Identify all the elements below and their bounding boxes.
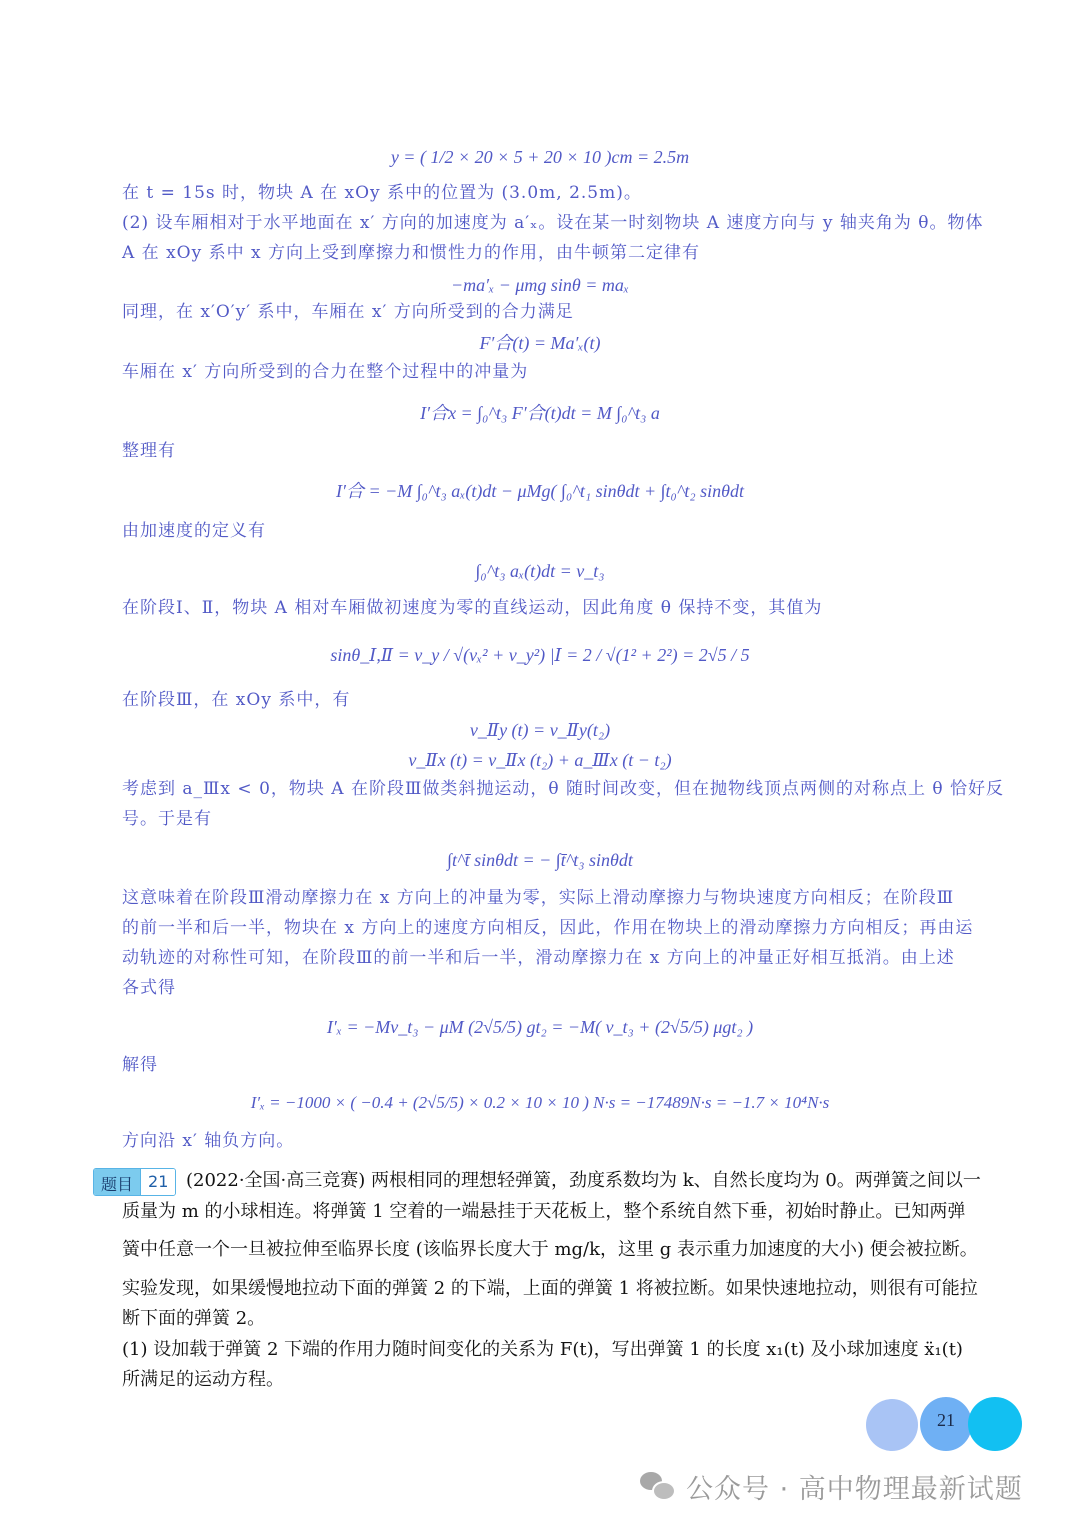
watermark-text: 公众号 · 高中物理最新试题: [686, 1473, 1023, 1505]
question-line: 断下面的弹簧 2。: [122, 1308, 266, 1329]
question-line: 实验发现，如果缓慢地拉动下面的弹簧 2 的下端，上面的弹簧 1 将被拉断。如果快速地拉动，则很有可能拉: [122, 1278, 978, 1299]
equation-result: I′ₓ = −1000 × ( −0.4 + (2√5/5) × 0.2 × 10 × 10 ) N·s = −17489N·s = −1.7 × 10⁴N·s: [250, 1093, 830, 1112]
solution-line: 整理有: [122, 441, 176, 461]
question-line: 簧中任意一个一旦被拉伸至临界长度 (该临界长度大于 mg/k，这里 g 表示重力加速度的大小) 便会被拉断。: [122, 1239, 978, 1260]
page-number: 21: [937, 1410, 955, 1430]
equation-symmetry: ∫t^t̄ sinθdt = − ∫t̄^t₃ sinθdt: [447, 850, 633, 870]
solution-line: 各式得: [122, 978, 176, 998]
solution-line: 在阶段Ⅲ，在 xOy 系中，有: [122, 690, 351, 710]
question-line: 质量为 m 的小球相连。将弹簧 1 空着的一端悬挂于天花板上，整个系统自然下垂，初始时静止。已知两弹: [122, 1201, 966, 1222]
equation-accdef: ∫₀^t₃ aₓ(t)dt = v_t₃: [475, 561, 605, 581]
watermark: [640, 1466, 1023, 1506]
question-tag: 题目: [94, 1169, 140, 1195]
solution-line: 在阶段Ⅰ、Ⅱ，物块 A 相对车厢做初速度为零的直线运动，因此角度 θ 保持不变，其值为: [122, 598, 823, 618]
solution-line: 号。于是有: [122, 809, 212, 829]
page-circle-right: [968, 1397, 1022, 1451]
solution-line: 解得: [122, 1055, 158, 1075]
question-line: (2022·全国·高三竞赛) 两根相同的理想轻弹簧，劲度系数均为 k、自然长度均为 0。两弹簧之间以一: [186, 1170, 981, 1191]
question-badge: [93, 1168, 176, 1196]
wechat-icon: [640, 1472, 674, 1500]
equation-ix: I′ₓ = −Mv_t₃ − μM (2√5/5) gt₂ = −M( v_t₃ + (2√5/5) μgt₂ ): [326, 1017, 754, 1037]
equation-vy: v_Ⅱy (t) = v_Ⅱy(t₂): [469, 720, 611, 740]
solution-line: 方向沿 x′ 轴负方向。: [122, 1131, 295, 1151]
solution-line: 的前一半和后一半，物块在 x 方向上的速度方向相反，因此，作用在物块上的滑动摩擦力方向相反；再由运: [122, 918, 974, 938]
equation-newton: −ma′ₓ − μmg sinθ = maₓ: [451, 275, 629, 295]
solution-line: A 在 xOy 系中 x 方向上受到摩擦力和惯性力的作用，由牛顿第二定律有: [122, 243, 701, 263]
page-circle-left: [866, 1399, 918, 1451]
equation-sin: sinθ_Ⅰ,Ⅱ = v_y / √(vₓ² + v_y²) |Ⅰ = 2 / √(1² + 2²) = 2√5 / 5: [330, 645, 750, 665]
solution-line: (2) 设车厢相对于水平地面在 x′ 方向的加速度为 a′ₓ。设在某一时刻物块 A 速度方向与 y 轴夹角为 θ。物体: [122, 213, 984, 233]
question-line: (1) 设加载于弹簧 2 下端的作用力随时间变化的关系为 F(t)，写出弹簧 1 的长度 x₁(t) 及小球加速度 ẍ₁(t): [122, 1339, 963, 1360]
question-line: 所满足的运动方程。: [122, 1369, 284, 1390]
solution-line: 动轨迹的对称性可知，在阶段Ⅲ的前一半和后一半，滑动摩擦力在 x 方向上的冲量正好相互抵消。由上述: [122, 948, 955, 968]
equation-force: F′合(t) = Ma′ₓ(t): [479, 333, 601, 353]
equation-arrange: I′合 = −M ∫₀^t₃ aₓ(t)dt − μMg( ∫₀^t₁ sinθdt + ∫t₀^t₂ sinθdt: [336, 481, 744, 501]
solution-line: 在 t = 15s 时，物块 A 在 xOy 系中的位置为 (3.0m, 2.5m)。: [122, 183, 642, 203]
equation-y: y = ( 1/2 × 20 × 5 + 20 × 10 )cm = 2.5m: [390, 147, 690, 167]
question-number: 21: [140, 1169, 175, 1195]
solution-line: 考虑到 a_Ⅲx < 0，物块 A 在阶段Ⅲ做类斜抛运动，θ 随时间改变，但在抛物线顶点两侧的对称点上 θ 恰好反: [122, 779, 1005, 799]
equation-vx: v_Ⅱx (t) = v_Ⅱx (t₂) + a_Ⅲx (t − t₂): [408, 750, 672, 770]
solution-line: 同理，在 x′O′y′ 系中，车厢在 x′ 方向所受到的合力满足: [122, 302, 574, 322]
equation-impulse: I′合x = ∫₀^t₃ F′合(t)dt = M ∫₀^t₃ a: [420, 403, 660, 423]
solution-line: 这意味着在阶段Ⅲ滑动摩擦力在 x 方向上的冲量为零，实际上滑动摩擦力与物块速度方向相反；在阶段Ⅲ: [122, 888, 955, 908]
solution-line: 由加速度的定义有: [122, 521, 266, 541]
solution-line: 车厢在 x′ 方向所受到的合力在整个过程中的冲量为: [122, 362, 529, 382]
